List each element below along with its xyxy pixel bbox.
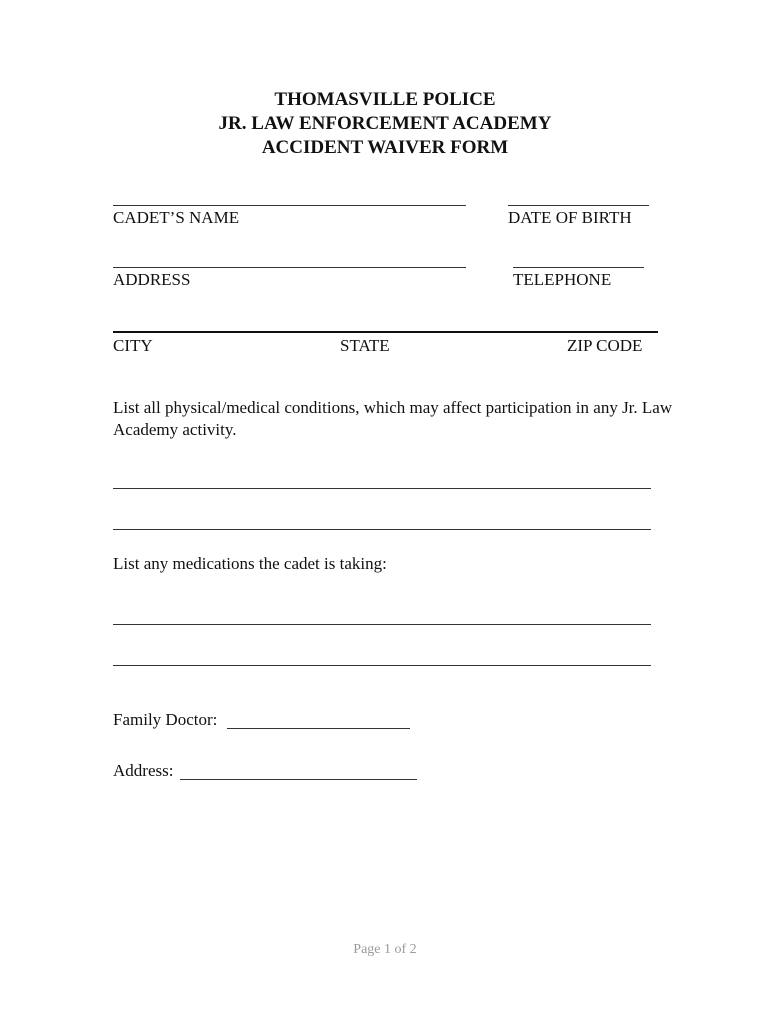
telephone-line[interactable] [513, 267, 644, 268]
doctor-address-label: Address: [113, 761, 174, 780]
doctor-address-line[interactable] [180, 779, 417, 780]
city-label: CITY [113, 336, 153, 355]
title-line-form: ACCIDENT WAIVER FORM [261, 137, 509, 158]
family-doctor-line[interactable] [227, 728, 410, 729]
date-of-birth-line[interactable] [508, 205, 649, 206]
address-line[interactable] [113, 267, 466, 268]
cadet-name-line[interactable] [113, 205, 466, 206]
address-label: ADDRESS [113, 270, 191, 289]
medications-line-2[interactable] [113, 665, 651, 666]
form-title [0, 88, 770, 160]
state-label: STATE [340, 336, 390, 355]
conditions-prompt: List all physical/medical conditions, which may affect participation in any Jr. Law Academy activity. [113, 398, 673, 439]
page-indicator: Page 1 of 2 [353, 942, 417, 957]
zip-code-label: ZIP CODE [567, 336, 643, 355]
family-doctor-label: Family Doctor: [113, 710, 218, 729]
telephone-label: TELEPHONE [513, 270, 612, 289]
city-state-zip-line[interactable] [113, 331, 658, 333]
date-of-birth-label: DATE OF BIRTH [508, 208, 632, 227]
conditions-line-2[interactable] [113, 529, 651, 530]
conditions-line-1[interactable] [113, 488, 651, 489]
cadet-name-label: CADET’S NAME [113, 208, 240, 227]
medications-line-1[interactable] [113, 624, 651, 625]
title-line-agency: THOMASVILLE POLICE [274, 89, 496, 110]
medications-prompt: List any medications the cadet is taking: [113, 554, 387, 573]
title-line-academy: JR. LAW ENFORCEMENT ACADEMY [218, 113, 552, 134]
